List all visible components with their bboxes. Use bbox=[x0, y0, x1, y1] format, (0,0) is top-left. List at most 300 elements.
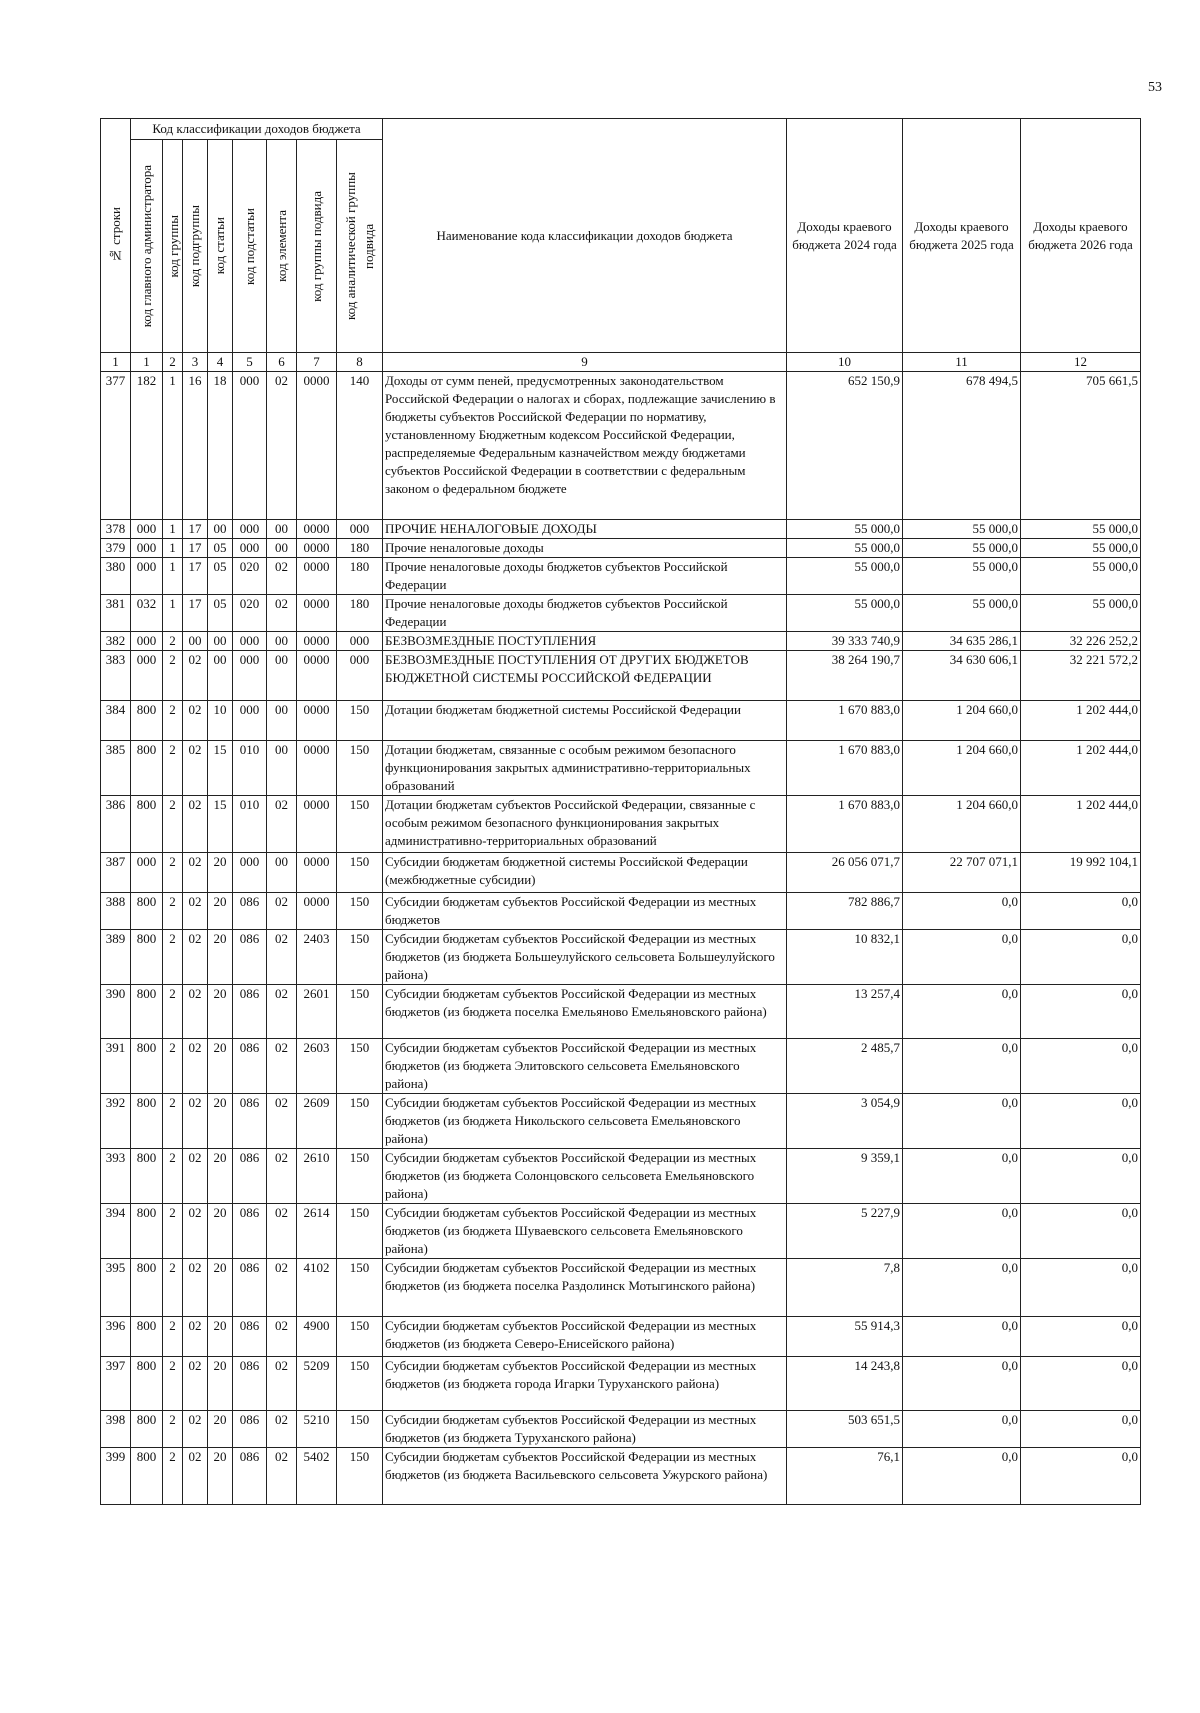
column-number: 8 bbox=[337, 353, 383, 372]
header-code-label: код статьи bbox=[212, 217, 227, 275]
amount-2026: 1 202 444,0 bbox=[1021, 796, 1141, 853]
header-code-cell bbox=[267, 140, 297, 353]
code-analytic-group: 150 bbox=[337, 1204, 383, 1259]
code-analytic-group: 180 bbox=[337, 539, 383, 558]
code-subtype-group: 0000 bbox=[297, 595, 337, 632]
code-subarticle: 086 bbox=[233, 1149, 267, 1204]
code-admin: 000 bbox=[131, 520, 163, 539]
code-element: 02 bbox=[267, 1317, 297, 1357]
code-analytic-group: 150 bbox=[337, 701, 383, 741]
code-subarticle: 086 bbox=[233, 930, 267, 985]
row-number: 390 bbox=[101, 985, 131, 1039]
code-admin: 182 bbox=[131, 372, 163, 520]
code-element: 02 bbox=[267, 1039, 297, 1094]
table-row bbox=[101, 1204, 1141, 1259]
row-name: Субсидии бюджетам субъектов Российской Федерации из местных бюджетов (из бюджета поселка Емельяново Емельяновского района) bbox=[383, 985, 787, 1039]
code-article: 20 bbox=[208, 1259, 233, 1317]
table-row bbox=[101, 1149, 1141, 1204]
amount-2024: 503 651,5 bbox=[787, 1411, 903, 1448]
code-element: 00 bbox=[267, 651, 297, 701]
code-element: 02 bbox=[267, 1357, 297, 1411]
code-subtype-group: 0000 bbox=[297, 558, 337, 595]
amount-2025: 0,0 bbox=[903, 1448, 1021, 1505]
code-subgroup: 17 bbox=[183, 558, 208, 595]
amount-2026: 0,0 bbox=[1021, 1317, 1141, 1357]
code-admin: 800 bbox=[131, 985, 163, 1039]
code-group: 2 bbox=[163, 1357, 183, 1411]
code-group: 2 bbox=[163, 1204, 183, 1259]
code-analytic-group: 150 bbox=[337, 893, 383, 930]
row-name: Прочие неналоговые доходы бюджетов субъектов Российской Федерации bbox=[383, 595, 787, 632]
code-admin: 800 bbox=[131, 1094, 163, 1149]
column-number: 12 bbox=[1021, 353, 1141, 372]
code-admin: 800 bbox=[131, 701, 163, 741]
code-group: 2 bbox=[163, 1259, 183, 1317]
code-group: 2 bbox=[163, 1039, 183, 1094]
code-admin: 800 bbox=[131, 1411, 163, 1448]
code-article: 20 bbox=[208, 1094, 233, 1149]
code-group: 2 bbox=[163, 741, 183, 796]
amount-2025: 0,0 bbox=[903, 930, 1021, 985]
code-subtype-group: 2614 bbox=[297, 1204, 337, 1259]
header-code-label: код подгруппы bbox=[187, 204, 202, 288]
code-subgroup: 02 bbox=[183, 1204, 208, 1259]
amount-2024: 9 359,1 bbox=[787, 1149, 903, 1204]
code-group: 2 bbox=[163, 1411, 183, 1448]
code-analytic-group: 150 bbox=[337, 853, 383, 893]
row-name: Дотации бюджетам субъектов Российской Федерации, связанные с особым режимом безопасного функционирования закрытых административно-территориальных образований bbox=[383, 796, 787, 853]
amount-2026: 0,0 bbox=[1021, 1411, 1141, 1448]
column-number: 2 bbox=[163, 353, 183, 372]
row-name: Дотации бюджетам бюджетной системы Российской Федерации bbox=[383, 701, 787, 741]
row-number: 385 bbox=[101, 741, 131, 796]
row-number: 386 bbox=[101, 796, 131, 853]
row-name: Субсидии бюджетам субъектов Российской Федерации из местных бюджетов (из бюджета Шуваевского сельсовета Емельяновского района) bbox=[383, 1204, 787, 1259]
code-subgroup: 16 bbox=[183, 372, 208, 520]
code-analytic-group: 000 bbox=[337, 520, 383, 539]
amount-2026: 1 202 444,0 bbox=[1021, 701, 1141, 741]
amount-2025: 22 707 071,1 bbox=[903, 853, 1021, 893]
row-number: 377 bbox=[101, 372, 131, 520]
code-analytic-group: 150 bbox=[337, 985, 383, 1039]
amount-2024: 76,1 bbox=[787, 1448, 903, 1505]
code-analytic-group: 180 bbox=[337, 595, 383, 632]
code-article: 18 bbox=[208, 372, 233, 520]
amount-2024: 13 257,4 bbox=[787, 985, 903, 1039]
table-row bbox=[101, 558, 1141, 595]
column-number: 10 bbox=[787, 353, 903, 372]
code-article: 20 bbox=[208, 1039, 233, 1094]
amount-2026: 0,0 bbox=[1021, 1204, 1141, 1259]
code-analytic-group: 180 bbox=[337, 558, 383, 595]
amount-2024: 782 886,7 bbox=[787, 893, 903, 930]
column-number: 6 bbox=[267, 353, 297, 372]
row-number: 383 bbox=[101, 651, 131, 701]
code-subtype-group: 0000 bbox=[297, 632, 337, 651]
amount-2024: 1 670 883,0 bbox=[787, 741, 903, 796]
header-code-cell bbox=[337, 140, 383, 353]
amount-2025: 0,0 bbox=[903, 1411, 1021, 1448]
amount-2024: 55 000,0 bbox=[787, 558, 903, 595]
amount-2025: 55 000,0 bbox=[903, 558, 1021, 595]
code-subgroup: 02 bbox=[183, 796, 208, 853]
table-row bbox=[101, 853, 1141, 893]
amount-2026: 55 000,0 bbox=[1021, 520, 1141, 539]
amount-2025: 0,0 bbox=[903, 1317, 1021, 1357]
amount-2026: 705 661,5 bbox=[1021, 372, 1141, 520]
column-number: 5 bbox=[233, 353, 267, 372]
amount-2024: 5 227,9 bbox=[787, 1204, 903, 1259]
code-subgroup: 02 bbox=[183, 1448, 208, 1505]
code-group: 1 bbox=[163, 372, 183, 520]
code-subtype-group: 2603 bbox=[297, 1039, 337, 1094]
amount-2024: 55 000,0 bbox=[787, 595, 903, 632]
amount-2025: 34 635 286,1 bbox=[903, 632, 1021, 651]
table-row bbox=[101, 796, 1141, 853]
amount-2026: 0,0 bbox=[1021, 1259, 1141, 1317]
header-code-label: код группы подвида bbox=[308, 190, 324, 302]
amount-2026: 32 221 572,2 bbox=[1021, 651, 1141, 701]
column-number: 3 bbox=[183, 353, 208, 372]
code-admin: 800 bbox=[131, 1204, 163, 1259]
code-group: 2 bbox=[163, 1448, 183, 1505]
code-subtype-group: 0000 bbox=[297, 796, 337, 853]
code-element: 00 bbox=[267, 853, 297, 893]
code-group: 2 bbox=[163, 1317, 183, 1357]
code-article: 20 bbox=[208, 893, 233, 930]
header-code-label: код аналитической группы подвида bbox=[342, 172, 376, 320]
row-name: Доходы от сумм пеней, предусмотренных законодательством Российской Федерации о налогах и сборах, подлежащие зачислению в бюджеты субъектов Российской Федерации по нормативу, установленному Бюджетным кодексом Российской Федерации, распределяемые Федеральным казначейством между бюджетами субъектов Российской Федерации в соответствии с федеральным законом о федеральном бюджете bbox=[383, 372, 787, 520]
code-subtype-group: 0000 bbox=[297, 853, 337, 893]
amount-2026: 0,0 bbox=[1021, 893, 1141, 930]
code-subgroup: 02 bbox=[183, 1357, 208, 1411]
code-subtype-group: 0000 bbox=[297, 372, 337, 520]
amount-2024: 14 243,8 bbox=[787, 1357, 903, 1411]
table-row bbox=[101, 1411, 1141, 1448]
amount-2026: 0,0 bbox=[1021, 1448, 1141, 1505]
code-subgroup: 02 bbox=[183, 701, 208, 741]
code-subgroup: 02 bbox=[183, 1094, 208, 1149]
header-code-cell bbox=[131, 140, 163, 353]
row-name: Субсидии бюджетам субъектов Российской Федерации из местных бюджетов (из бюджета Никольского сельсовета Емельяновского района) bbox=[383, 1094, 787, 1149]
amount-2026: 0,0 bbox=[1021, 930, 1141, 985]
row-number: 395 bbox=[101, 1259, 131, 1317]
amount-2026: 19 992 104,1 bbox=[1021, 853, 1141, 893]
code-subarticle: 086 bbox=[233, 1317, 267, 1357]
amount-2025: 0,0 bbox=[903, 1357, 1021, 1411]
code-subtype-group: 5209 bbox=[297, 1357, 337, 1411]
row-name: Субсидии бюджетам субъектов Российской Федерации из местных бюджетов bbox=[383, 893, 787, 930]
code-article: 20 bbox=[208, 930, 233, 985]
amount-2024: 7,8 bbox=[787, 1259, 903, 1317]
header-code-cell bbox=[183, 140, 208, 353]
table-row bbox=[101, 632, 1141, 651]
amount-2025: 55 000,0 bbox=[903, 539, 1021, 558]
table-row bbox=[101, 372, 1141, 520]
amount-2024: 55 000,0 bbox=[787, 520, 903, 539]
code-element: 02 bbox=[267, 1411, 297, 1448]
row-number: 381 bbox=[101, 595, 131, 632]
code-analytic-group: 140 bbox=[337, 372, 383, 520]
code-group: 2 bbox=[163, 651, 183, 701]
amount-2024: 2 485,7 bbox=[787, 1039, 903, 1094]
code-article: 20 bbox=[208, 1317, 233, 1357]
code-subtype-group: 2609 bbox=[297, 1094, 337, 1149]
header-amount-2024: Доходы краевого бюджета 2024 года bbox=[787, 119, 903, 353]
table-row bbox=[101, 1259, 1141, 1317]
code-article: 20 bbox=[208, 1357, 233, 1411]
code-subgroup: 02 bbox=[183, 651, 208, 701]
code-subarticle: 086 bbox=[233, 1357, 267, 1411]
table-row bbox=[101, 1094, 1141, 1149]
code-group: 2 bbox=[163, 1094, 183, 1149]
code-group: 2 bbox=[163, 1149, 183, 1204]
code-article: 15 bbox=[208, 796, 233, 853]
amount-2025: 0,0 bbox=[903, 1039, 1021, 1094]
code-admin: 000 bbox=[131, 651, 163, 701]
code-article: 20 bbox=[208, 853, 233, 893]
row-name: Дотации бюджетам, связанные с особым режимом безопасного функционирования закрытых административно-территориальных образований bbox=[383, 741, 787, 796]
row-number: 379 bbox=[101, 539, 131, 558]
code-element: 00 bbox=[267, 741, 297, 796]
code-subarticle: 086 bbox=[233, 893, 267, 930]
code-group: 2 bbox=[163, 893, 183, 930]
code-article: 05 bbox=[208, 539, 233, 558]
code-article: 20 bbox=[208, 1448, 233, 1505]
code-element: 02 bbox=[267, 1448, 297, 1505]
amount-2024: 10 832,1 bbox=[787, 930, 903, 985]
amount-2024: 38 264 190,7 bbox=[787, 651, 903, 701]
code-analytic-group: 000 bbox=[337, 632, 383, 651]
code-element: 02 bbox=[267, 893, 297, 930]
table-row bbox=[101, 1448, 1141, 1505]
code-admin: 032 bbox=[131, 595, 163, 632]
code-analytic-group: 150 bbox=[337, 1259, 383, 1317]
row-number: 397 bbox=[101, 1357, 131, 1411]
code-subarticle: 000 bbox=[233, 372, 267, 520]
code-subtype-group: 4102 bbox=[297, 1259, 337, 1317]
code-admin: 800 bbox=[131, 1149, 163, 1204]
column-number: 7 bbox=[297, 353, 337, 372]
code-element: 02 bbox=[267, 595, 297, 632]
row-number: 396 bbox=[101, 1317, 131, 1357]
code-subgroup: 02 bbox=[183, 1411, 208, 1448]
code-subarticle: 000 bbox=[233, 520, 267, 539]
row-number: 399 bbox=[101, 1448, 131, 1505]
amount-2024: 55 914,3 bbox=[787, 1317, 903, 1357]
code-subgroup: 02 bbox=[183, 1317, 208, 1357]
code-subarticle: 000 bbox=[233, 651, 267, 701]
row-number: 394 bbox=[101, 1204, 131, 1259]
header-code-label: код главного администратора bbox=[138, 164, 154, 328]
amount-2024: 652 150,9 bbox=[787, 372, 903, 520]
amount-2024: 3 054,9 bbox=[787, 1094, 903, 1149]
amount-2025: 0,0 bbox=[903, 1204, 1021, 1259]
code-subarticle: 086 bbox=[233, 1448, 267, 1505]
column-number: 1 bbox=[131, 353, 163, 372]
amount-2025: 678 494,5 bbox=[903, 372, 1021, 520]
code-admin: 800 bbox=[131, 1039, 163, 1094]
code-admin: 000 bbox=[131, 558, 163, 595]
code-admin: 800 bbox=[131, 1317, 163, 1357]
table-row bbox=[101, 930, 1141, 985]
code-admin: 800 bbox=[131, 930, 163, 985]
code-analytic-group: 150 bbox=[337, 796, 383, 853]
row-number: 380 bbox=[101, 558, 131, 595]
code-subtype-group: 5402 bbox=[297, 1448, 337, 1505]
budget-table bbox=[100, 118, 1141, 1505]
column-number-row bbox=[101, 353, 1141, 372]
code-subtype-group: 2601 bbox=[297, 985, 337, 1039]
code-analytic-group: 150 bbox=[337, 1448, 383, 1505]
table-row bbox=[101, 539, 1141, 558]
code-subgroup: 02 bbox=[183, 930, 208, 985]
row-name: Прочие неналоговые доходы bbox=[383, 539, 787, 558]
code-article: 00 bbox=[208, 520, 233, 539]
row-number: 384 bbox=[101, 701, 131, 741]
table-row bbox=[101, 1039, 1141, 1094]
row-number: 389 bbox=[101, 930, 131, 985]
column-number: 4 bbox=[208, 353, 233, 372]
code-element: 00 bbox=[267, 520, 297, 539]
code-subarticle: 086 bbox=[233, 1259, 267, 1317]
header-code-group: Код классификации доходов бюджета bbox=[131, 119, 383, 140]
amount-2025: 55 000,0 bbox=[903, 520, 1021, 539]
code-subgroup: 02 bbox=[183, 1149, 208, 1204]
code-subarticle: 000 bbox=[233, 853, 267, 893]
code-group: 1 bbox=[163, 595, 183, 632]
code-admin: 800 bbox=[131, 741, 163, 796]
row-name: Субсидии бюджетам субъектов Российской Федерации из местных бюджетов (из бюджета Большеулуйского сельсовета Большеулуйского района) bbox=[383, 930, 787, 985]
amount-2026: 32 226 252,2 bbox=[1021, 632, 1141, 651]
code-subarticle: 020 bbox=[233, 558, 267, 595]
code-admin: 800 bbox=[131, 1259, 163, 1317]
row-name: Субсидии бюджетам субъектов Российской Федерации из местных бюджетов (из бюджета Элитовского сельсовета Емельяновского района) bbox=[383, 1039, 787, 1094]
code-subgroup: 17 bbox=[183, 595, 208, 632]
table-row bbox=[101, 651, 1141, 701]
code-analytic-group: 150 bbox=[337, 1094, 383, 1149]
code-element: 00 bbox=[267, 632, 297, 651]
amount-2026: 0,0 bbox=[1021, 1094, 1141, 1149]
code-group: 2 bbox=[163, 930, 183, 985]
column-number: 1 bbox=[101, 353, 131, 372]
code-subarticle: 000 bbox=[233, 701, 267, 741]
code-analytic-group: 150 bbox=[337, 930, 383, 985]
code-article: 05 bbox=[208, 595, 233, 632]
column-number: 11 bbox=[903, 353, 1021, 372]
row-name: Субсидии бюджетам субъектов Российской Федерации из местных бюджетов (из бюджета поселка Раздолинск Мотыгинского района) bbox=[383, 1259, 787, 1317]
code-subarticle: 086 bbox=[233, 1204, 267, 1259]
amount-2024: 26 056 071,7 bbox=[787, 853, 903, 893]
row-name: БЕЗВОЗМЕЗДНЫЕ ПОСТУПЛЕНИЯ bbox=[383, 632, 787, 651]
row-number: 391 bbox=[101, 1039, 131, 1094]
row-name: Субсидии бюджетам субъектов Российской Федерации из местных бюджетов (из бюджета Васильевского сельсовета Ужурского района) bbox=[383, 1448, 787, 1505]
table-row bbox=[101, 1317, 1141, 1357]
code-group: 2 bbox=[163, 632, 183, 651]
code-subarticle: 086 bbox=[233, 1411, 267, 1448]
amount-2025: 1 204 660,0 bbox=[903, 741, 1021, 796]
code-subarticle: 020 bbox=[233, 595, 267, 632]
code-article: 20 bbox=[208, 1411, 233, 1448]
code-article: 00 bbox=[208, 632, 233, 651]
amount-2026: 0,0 bbox=[1021, 1149, 1141, 1204]
row-name: Субсидии бюджетам субъектов Российской Федерации из местных бюджетов (из бюджета Туруханского района) bbox=[383, 1411, 787, 1448]
row-number: 382 bbox=[101, 632, 131, 651]
code-element: 02 bbox=[267, 930, 297, 985]
row-name: Прочие неналоговые доходы бюджетов субъектов Российской Федерации bbox=[383, 558, 787, 595]
code-subgroup: 02 bbox=[183, 853, 208, 893]
amount-2025: 1 204 660,0 bbox=[903, 796, 1021, 853]
amount-2025: 0,0 bbox=[903, 1149, 1021, 1204]
code-subtype-group: 2610 bbox=[297, 1149, 337, 1204]
header-amount-2026: Доходы краевого бюджета 2026 года bbox=[1021, 119, 1141, 353]
code-subgroup: 17 bbox=[183, 539, 208, 558]
code-subarticle: 086 bbox=[233, 1094, 267, 1149]
amount-2026: 0,0 bbox=[1021, 1039, 1141, 1094]
amount-2025: 0,0 bbox=[903, 1259, 1021, 1317]
table-row bbox=[101, 520, 1141, 539]
code-subtype-group: 5210 bbox=[297, 1411, 337, 1448]
code-subarticle: 000 bbox=[233, 632, 267, 651]
header-code-label: код группы bbox=[166, 214, 181, 278]
row-number: 387 bbox=[101, 853, 131, 893]
row-name: БЕЗВОЗМЕЗДНЫЕ ПОСТУПЛЕНИЯ ОТ ДРУГИХ БЮДЖЕТОВ БЮДЖЕТНОЙ СИСТЕМЫ РОССИЙСКОЙ ФЕДЕРАЦИИ bbox=[383, 651, 787, 701]
amount-2024: 1 670 883,0 bbox=[787, 796, 903, 853]
code-group: 1 bbox=[163, 558, 183, 595]
code-admin: 000 bbox=[131, 853, 163, 893]
code-analytic-group: 150 bbox=[337, 741, 383, 796]
table-row bbox=[101, 595, 1141, 632]
amount-2024: 39 333 740,9 bbox=[787, 632, 903, 651]
code-article: 20 bbox=[208, 1204, 233, 1259]
code-article: 10 bbox=[208, 701, 233, 741]
amount-2026: 55 000,0 bbox=[1021, 595, 1141, 632]
code-analytic-group: 150 bbox=[337, 1039, 383, 1094]
header-code-cell bbox=[163, 140, 183, 353]
code-admin: 800 bbox=[131, 1357, 163, 1411]
code-group: 2 bbox=[163, 985, 183, 1039]
row-number: 398 bbox=[101, 1411, 131, 1448]
row-number: 392 bbox=[101, 1094, 131, 1149]
header-name: Наименование кода классификации доходов бюджета bbox=[383, 119, 787, 353]
code-analytic-group: 150 bbox=[337, 1317, 383, 1357]
header-row-no bbox=[101, 119, 131, 353]
table-row bbox=[101, 1357, 1141, 1411]
code-subtype-group: 0000 bbox=[297, 741, 337, 796]
code-subtype-group: 2403 bbox=[297, 930, 337, 985]
row-name: Субсидии бюджетам субъектов Российской Федерации из местных бюджетов (из бюджета Солонцовского сельсовета Емельяновского района) bbox=[383, 1149, 787, 1204]
code-subgroup: 02 bbox=[183, 1259, 208, 1317]
code-article: 20 bbox=[208, 985, 233, 1039]
code-subgroup: 02 bbox=[183, 985, 208, 1039]
code-element: 02 bbox=[267, 1149, 297, 1204]
code-subarticle: 010 bbox=[233, 796, 267, 853]
code-article: 00 bbox=[208, 651, 233, 701]
page-number: 53 bbox=[1148, 80, 1162, 95]
row-name: Субсидии бюджетам субъектов Российской Федерации из местных бюджетов (из бюджета города Игарки Туруханского района) bbox=[383, 1357, 787, 1411]
code-analytic-group: 000 bbox=[337, 651, 383, 701]
amount-2024: 1 670 883,0 bbox=[787, 701, 903, 741]
code-element: 00 bbox=[267, 539, 297, 558]
code-element: 00 bbox=[267, 701, 297, 741]
code-subgroup: 00 bbox=[183, 632, 208, 651]
code-element: 02 bbox=[267, 372, 297, 520]
table-row bbox=[101, 741, 1141, 796]
code-article: 20 bbox=[208, 1149, 233, 1204]
amount-2025: 0,0 bbox=[903, 1094, 1021, 1149]
code-element: 02 bbox=[267, 1204, 297, 1259]
code-admin: 800 bbox=[131, 893, 163, 930]
